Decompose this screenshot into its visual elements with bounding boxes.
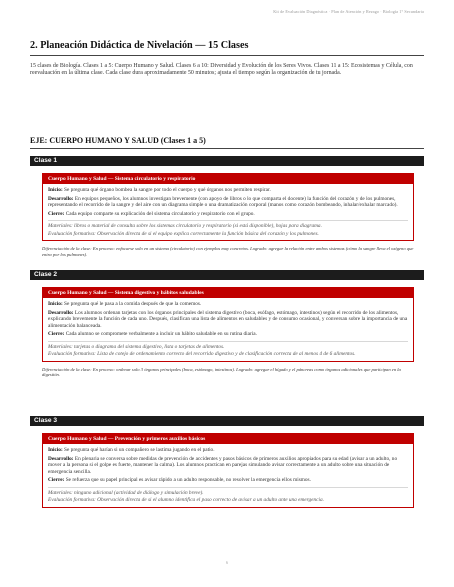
inicio-paragraph — [48, 187, 408, 194]
lesson-card-title: Cuerpo Humano y Salud — Sistema digestivo y hábitos saludables — [43, 288, 413, 298]
desarrollo-text: Los alumnos ordenan tarjetas con los órganos principales del sistema digestivo (boca, esófago, estómago, intestinos) según el recorrido de los alimentos, explicando brevemente la función de cada uno. Después, clasifican una lista de alimentos en saludables y de consumo ocasional, y conversan sobre la importancia de una alimentación balanceada. — [48, 309, 408, 329]
evaluation-note: Evaluación formativa: Observación directa de si el equipo explica correctamente la función básica del corazón y los pulmones. — [48, 230, 319, 237]
class-label-bar: Clase 3 — [30, 416, 424, 426]
cierre-text: Cada equipo comparte su explicación del sistema circulatorio y respiratorio con el grupo. — [65, 210, 255, 217]
cierre-paragraph — [48, 331, 408, 338]
evaluation-note: Evaluación formativa: Lista de cotejo de ordenamiento correcto del recorrido digestivo y de clasificación correcta de al menos 4 de 6 alimentos. — [48, 351, 356, 357]
page-number: 6 — [225, 560, 229, 565]
cierre-paragraph — [48, 477, 408, 484]
lesson-card-body — [43, 444, 413, 507]
cierre-label: Cierre: — [48, 477, 65, 483]
inicio-label: Inicio: — [48, 187, 63, 193]
desarrollo-paragraph — [48, 456, 408, 476]
desarrollo-text: En equipos pequeños, los alumnos investigan brevemente (con apoyo de libros o lo que comparta el docente) la función del corazón y de los pulmones, representando el recorrido de la sangre y del aire con un diagrama simple o una dramatización corporal (manos como corazón bombeando, inhalar/exhalar marcado). — [48, 195, 398, 208]
inicio-text: Se pregunta qué le pasa a la comida después de que la comemos. — [64, 301, 202, 307]
class-label-bar: Clase 2 — [30, 270, 424, 280]
lesson-card-title: Cuerpo Humano y Salud — Sistema circulatorio y respiratorio — [43, 174, 413, 184]
running-header: Kit de Evaluación Diagnóstica · Plan de Atención y Rezago · Biología 1° Secundaria — [273, 9, 424, 14]
lesson-card — [42, 287, 414, 362]
inicio-label: Inicio: — [48, 447, 63, 453]
cierre-paragraph — [48, 211, 408, 218]
intro-paragraph: 15 clases de Biología. Clases 1 a 5: Cuerpo Humano y Salud. Clases 6 a 10: Diversidad y Evolución de los Seres Vivos. Clases 11 a 15: Ecosistemas y Célula, con reevaluación en la última clase. Cada clase dura aproximadamente 50 minutos; ajusta el tiempo según la organización de tu jornada. — [30, 63, 413, 77]
inicio-text: Se pregunta qué harían si un compañero se lastima jugando en el patio. — [64, 447, 215, 453]
desarrollo-paragraph — [48, 196, 408, 209]
lesson-card-body — [43, 298, 413, 361]
class-section-3 — [30, 416, 424, 508]
page-title: 2. Planeación Didáctica de Nivelación — 15 Clases — [30, 40, 424, 56]
desarrollo-paragraph — [48, 310, 408, 330]
desarrollo-label: Desarrollo: — [48, 455, 74, 462]
lesson-card-body — [43, 184, 413, 240]
desarrollo-text: En plenaria se conversa sobre medidas de prevención de accidentes y pasos básicos de primeros auxilios apropiados para su edad (avisar a un adulto, no mover a la persona si el golpe es fuerte, mantener la calma). Los alumnos practican en parejas simulando avisar correctamente a un adulto sobre una situación de emergencia sencilla. — [48, 455, 398, 475]
lesson-card-title: Cuerpo Humano y Salud — Prevención y primeros auxilios básicos — [43, 434, 413, 444]
evaluation-note: Evaluación formativa: Observación directa de si el alumno identifica el paso correcto de avisar a un adulto ante una emergencia. — [48, 497, 324, 503]
inicio-text: Se pregunta qué órgano bombea la sangre por todo el cuerpo y qué órganos nos permiten respirar. — [64, 187, 271, 193]
axis-heading: EJE: CUERPO HUMANO Y SALUD (Clases 1 a 5) — [30, 136, 424, 149]
cierre-label: Cierre: — [48, 331, 65, 337]
materials-note: Materiales: tarjetas o diagrama del sistema digestivo, lista o tarjetas de alimentos. — [48, 341, 408, 351]
materials-note: Materiales: ninguno adicional (actividad de diálogo y simulación breve). — [48, 487, 408, 497]
lesson-card — [42, 433, 414, 508]
inicio-paragraph — [48, 447, 408, 454]
differentiation-note: Diferenciación de la clase: En proceso: enfocarse solo en un sistema (circulatorio) con ejemplos muy concretos. Logrado: agregar la relación entre ambos sistemas (cómo la sangre lleva el oxígeno que entra por los pulmones). — [42, 246, 414, 257]
differentiation-note: Diferenciación de la clase: En proceso: ordenar solo 3 órganos principales (boca, estómago, intestinos). Logrado: agregar el hígado y el páncreas como órganos adicionales que participan en la digestión. — [42, 366, 401, 378]
class-section-1 — [30, 156, 424, 258]
cierre-text: Cada alumno se compromete verbalmente a incluir un hábito saludable en su rutina diaria. — [65, 331, 257, 337]
desarrollo-label: Desarrollo: — [48, 309, 74, 316]
inicio-paragraph — [48, 301, 408, 308]
materials-note: Materiales: libros o material de consulta sobre los sistemas circulatorio y respiratorio (si está disponible), hojas para diagrama. — [48, 220, 408, 230]
class-section-2 — [30, 270, 424, 378]
lesson-card — [42, 173, 414, 241]
desarrollo-label: Desarrollo: — [48, 195, 74, 202]
inicio-label: Inicio: — [48, 301, 63, 307]
cierre-text: Se refuerza que su papel principal es avisar rápido a un adulto responsable, no resolver la emergencia ellos mismos. — [65, 477, 311, 483]
cierre-label: Cierre: — [48, 210, 65, 217]
class-label-bar: Clase 1 — [30, 156, 424, 166]
